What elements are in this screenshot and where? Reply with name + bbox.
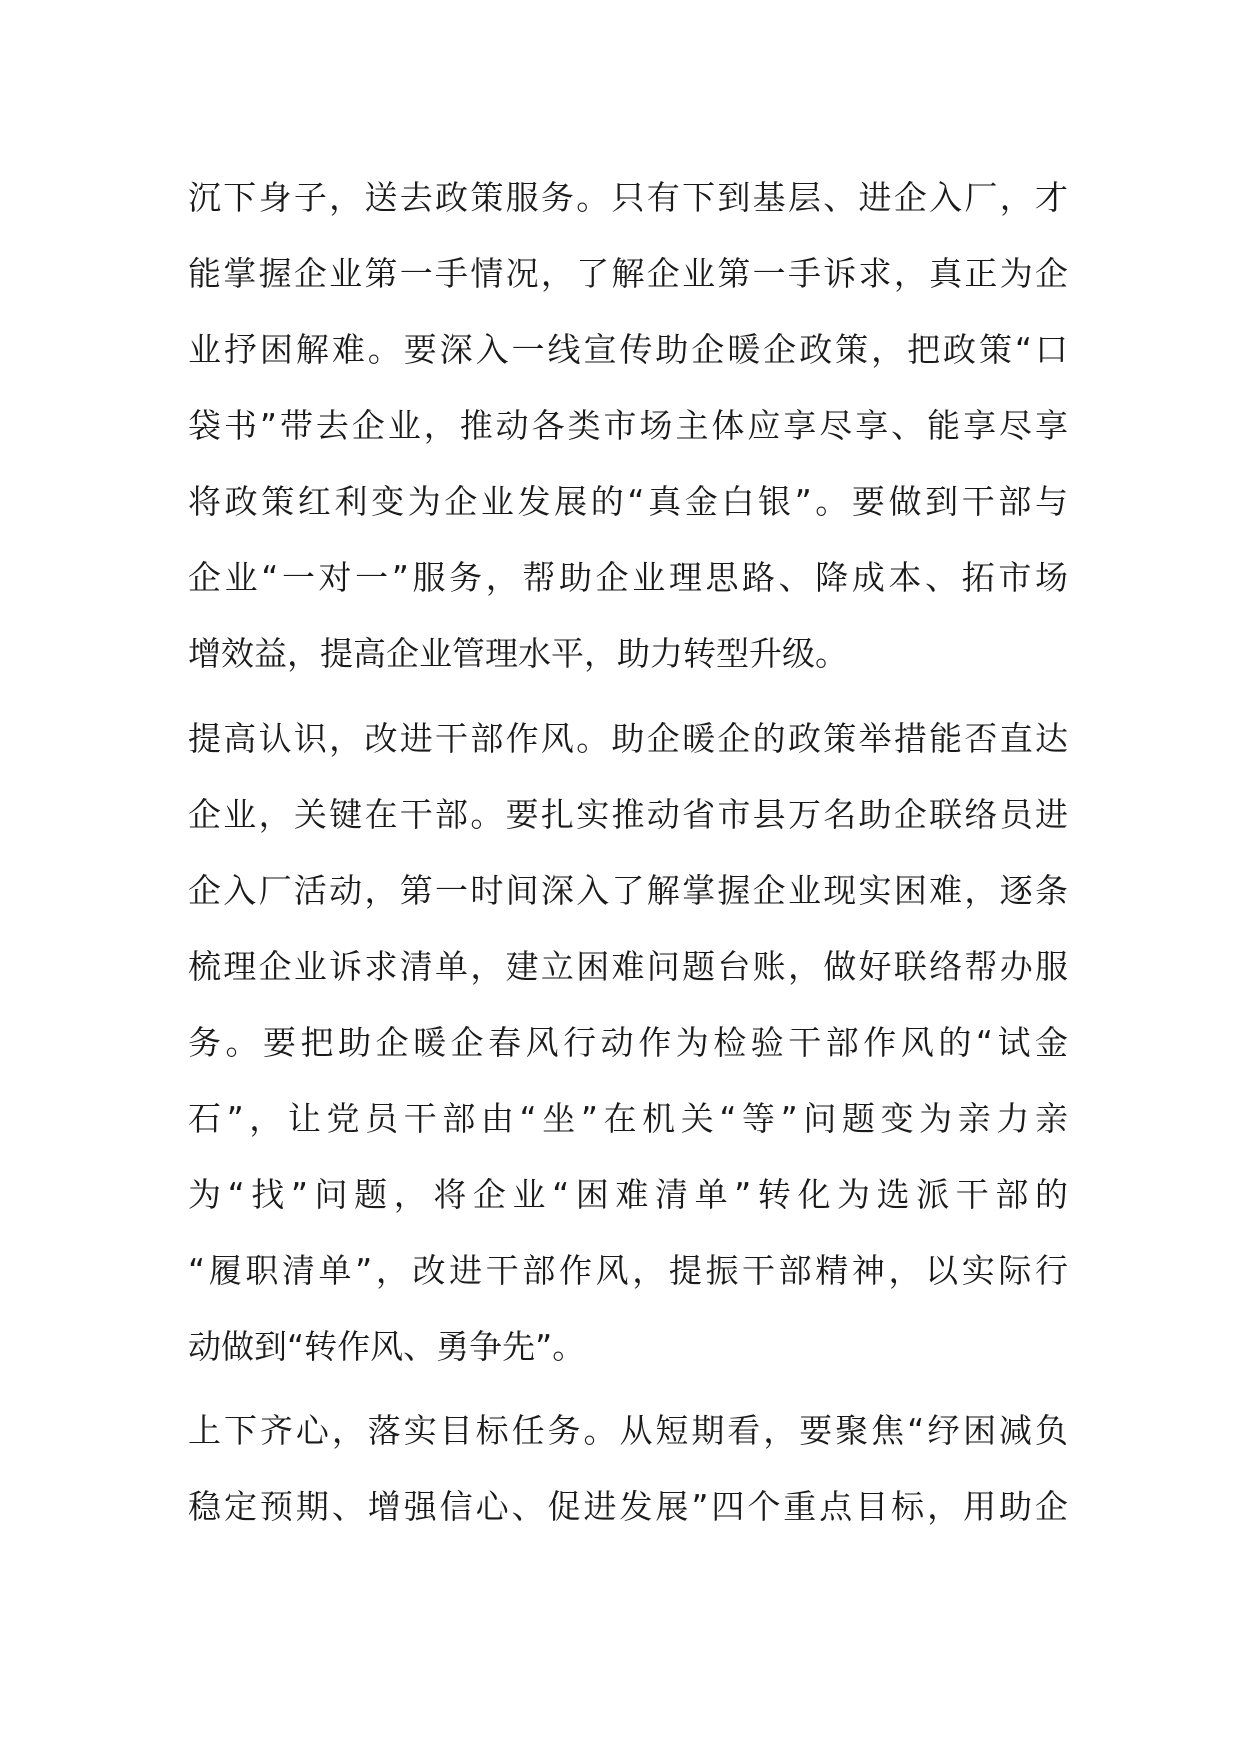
paragraph-line: 动做到“转作风、勇争先”。 — [188, 1327, 586, 1366]
paragraph-line: 能掌握企业第一手情况，了解企业第一手诉求，真正为企 — [188, 254, 1068, 293]
paragraph-line: 稳定预期、增强信心、促进发展”四个重点目标，用助企 — [188, 1487, 1068, 1526]
paragraph-line: 务。要把助企暖企春风行动作为检验干部作风的“试金 — [188, 1023, 1068, 1062]
paragraph-line: 石”，让党员干部由“坐”在机关“等”问题变为亲力亲 — [188, 1099, 1068, 1138]
paragraph-line: 为“找”问题，将企业“困难清单”转化为选派干部的 — [188, 1175, 1068, 1214]
paragraph-line: 增效益，提高企业管理水平，助力转型升级。 — [188, 634, 848, 673]
paragraph-line: 上下齐心，落实目标任务。从短期看，要聚焦“纾困减负 — [188, 1411, 1068, 1450]
paragraph-line: 企入厂活动，第一时间深入了解掌握企业现实困难，逐条 — [188, 871, 1068, 910]
paragraph-line: 梳理企业诉求清单，建立困难问题台账，做好联络帮办服 — [188, 947, 1068, 986]
paragraph-line: 袋书”带去企业，推动各类市场主体应享尽享、能享尽享 — [188, 406, 1068, 445]
paragraph-line: 将政策红利变为企业发展的“真金白银”。要做到干部与 — [188, 482, 1068, 521]
paragraph-line: 企业，关键在干部。要扎实推动省市县万名助企联络员进 — [188, 795, 1068, 834]
paragraph-line: 沉下身子，送去政策服务。只有下到基层、进企入厂，才 — [188, 178, 1068, 217]
paragraph-line: 提高认识，改进干部作风。助企暖企的政策举措能否直达 — [188, 719, 1068, 758]
paragraph-line: “履职清单”，改进干部作风，提振干部精神，以实际行 — [188, 1251, 1068, 1290]
paragraph-line: 业抒困解难。要深入一线宣传助企暖企政策，把政策“口 — [188, 330, 1068, 369]
paragraph-line: 企业“一对一”服务，帮助企业理思路、降成本、拓市场 — [188, 558, 1068, 597]
